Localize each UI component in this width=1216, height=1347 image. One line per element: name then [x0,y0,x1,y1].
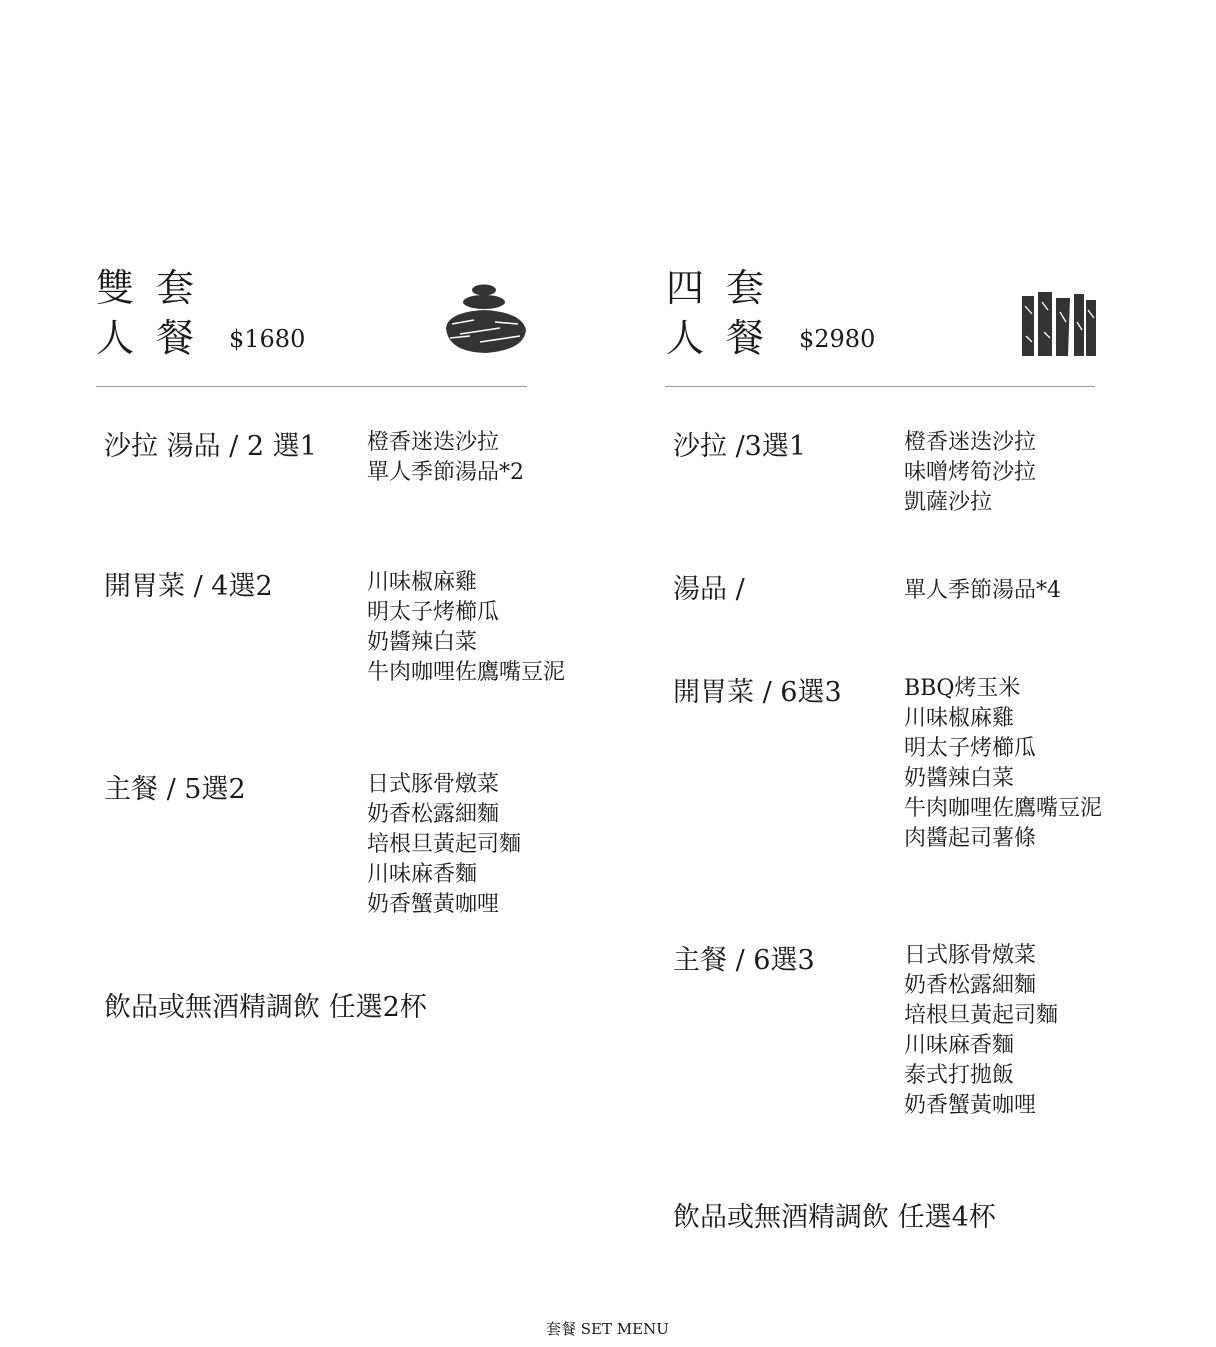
menu-item: 培根旦黃起司麵 [904,1003,1059,1028]
right-title-line-1: 四套 [666,266,787,310]
menu-item: 味噌烤筍沙拉 [904,460,1037,485]
right-section-label-appetizer: 開胃菜 / 6選3 [673,677,842,708]
menu-item: 培根旦黃起司麵 [367,832,522,857]
menu-item: 日式豚骨燉菜 [367,772,500,797]
left-section-items-salad-soup [367,428,524,488]
left-section-label-salad-soup: 沙拉 湯品 / 2 選1 [104,431,317,462]
right-section-label-main: 主餐 / 6選3 [673,945,815,976]
menu-item: 奶醬辣白菜 [904,766,1015,791]
menu-item: BBQ烤玉米 [904,676,1021,701]
menu-item: 奶香蟹黃咖哩 [367,892,500,917]
menu-item: 奶香松露細麵 [367,802,500,827]
menu-item: 泰式打拋飯 [904,1063,1015,1088]
menu-item: 奶香松露細麵 [904,973,1037,998]
right-section-items-salad [904,428,1036,518]
menu-item: 明太子烤櫛瓜 [367,600,500,625]
menu-item: 日式豚骨燉菜 [904,943,1037,968]
menu-item: 奶香蟹黃咖哩 [904,1093,1037,1118]
right-section-items-appetizer [904,674,1102,854]
left-section-items-main [367,770,521,920]
menu-item: 牛肉咖哩佐鷹嘴豆泥 [904,796,1103,821]
menu-item: 橙香迷迭沙拉 [904,430,1037,455]
right-divider [665,386,1095,387]
left-title-line-1: 雙套 [96,266,217,310]
menu-item: 凱薩沙拉 [904,490,993,515]
menu-item: 川味麻香麵 [367,862,478,887]
left-title-line-2: 人餐 [96,316,217,360]
right-drink-note: 飲品或無酒精調飲 任選4杯 [673,1202,996,1233]
stacked-stones-icon [440,278,530,358]
left-divider [96,386,527,387]
page-footer: 套餐 SET MENU [546,1320,669,1338]
left-section-items-appetizer [367,568,565,688]
right-section-items-soup [904,576,1061,606]
menu-item: 肉醬起司薯條 [904,826,1037,851]
menu-item: 單人季節湯品*4 [904,578,1061,603]
right-price: $2980 [799,325,876,353]
right-section-label-soup: 湯品 / [673,574,745,605]
right-section-label-salad: 沙拉 /3選1 [673,431,807,462]
left-drink-note: 飲品或無酒精調飲 任選2杯 [104,992,427,1023]
menu-item: 明太子烤櫛瓜 [904,736,1037,761]
menu-item: 川味椒麻雞 [904,706,1015,731]
menu-item: 牛肉咖哩佐鷹嘴豆泥 [367,660,566,685]
menu-item: 橙香迷迭沙拉 [367,430,500,455]
left-price: $1680 [229,325,306,353]
right-title-line-2: 人餐 [666,316,787,360]
menu-item: 川味麻香麵 [904,1033,1015,1058]
left-section-label-appetizer: 開胃菜 / 4選2 [104,571,273,602]
menu-item: 奶醬辣白菜 [367,630,478,655]
left-section-label-main: 主餐 / 5選2 [104,774,246,805]
menu-item: 川味椒麻雞 [367,570,478,595]
wooden-posts-icon [1020,292,1098,358]
right-section-items-main [904,941,1058,1121]
menu-item: 單人季節湯品*2 [367,460,524,485]
